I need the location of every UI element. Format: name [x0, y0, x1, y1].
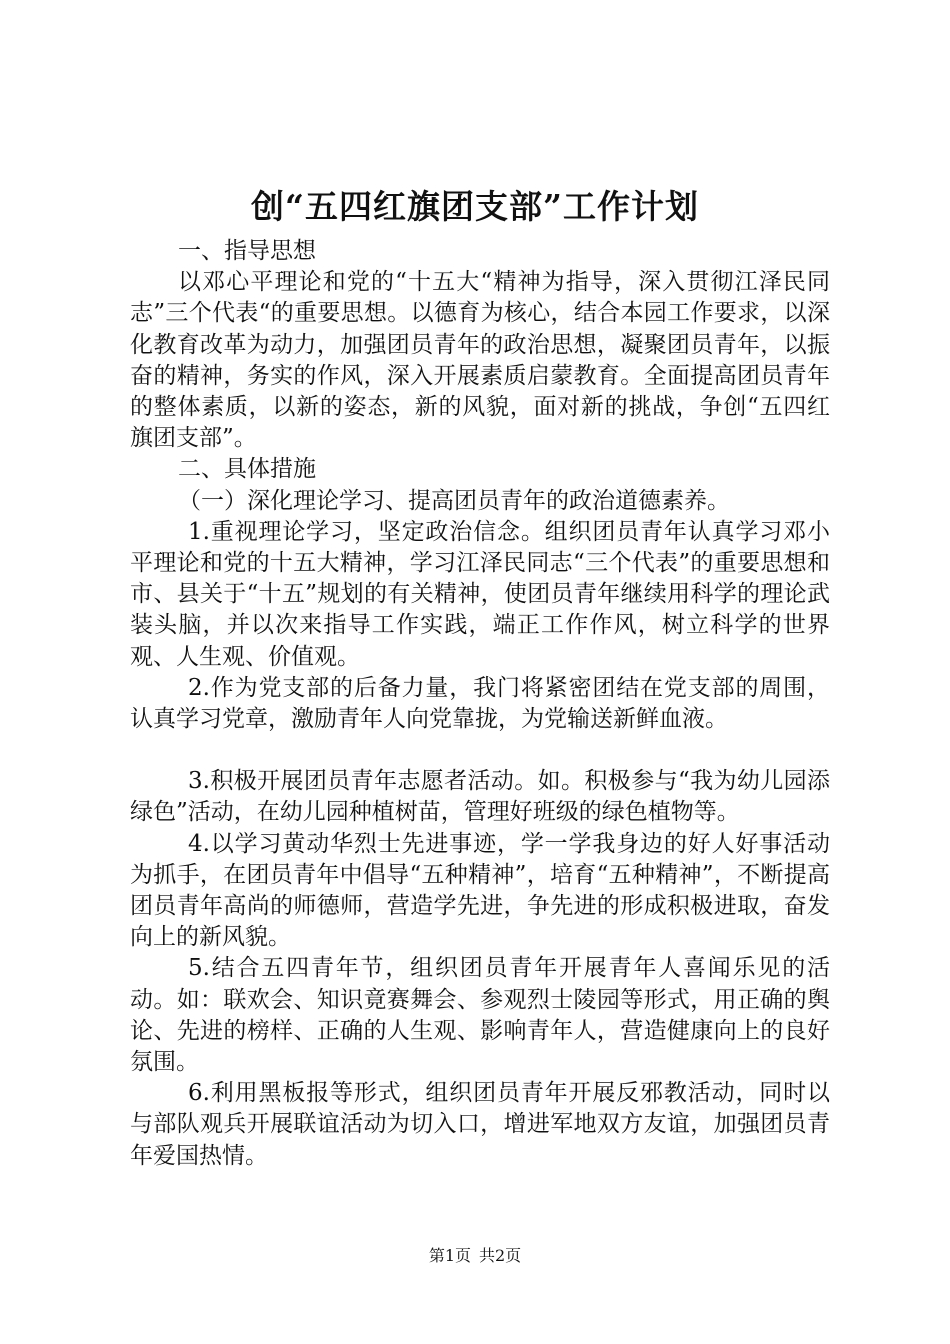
list-item: 6.利用黑板报等形式，组织团员青年开展反邪教活动，同时以与部队观兵开展联谊活动为切入口，增进军地双方友谊，加强团员青年爱国热情。	[130, 1080, 830, 1169]
subsection-heading-theory-study: （一）深化理论学习、提高团员青年的政治道德素养。	[178, 487, 730, 514]
blank-line	[130, 735, 830, 766]
document-body	[130, 236, 830, 1172]
section-heading-guiding-ideology: 一、指导思想	[178, 238, 316, 264]
section-heading-specific-measures: 二、具体措施	[178, 456, 316, 483]
list-item: 2.作为党支部的后备力量，我门将紧密团结在党支部的周围，认真学习党章，激励青年人向党靠拢，为党输送新鲜血液。	[130, 674, 830, 733]
list-item: 3.积极开展团员青年志愿者活动。如。积极参与“我为幼儿园添绿色”活动，在幼儿园种植树苗，管理好班级的绿色植物等。	[130, 768, 830, 826]
list-item: 1.重视理论学习，坚定政治信念。组织团员青年认真学习邓小平理论和党的十五大精神，学习江泽民同志“三个代表”的重要思想和市、县关于“十五”规划的有关精神，使团员青年继续用科学的理论武装头脑，并以次来指导工作实践，端正工作作风，树立科学的世界观、人生观、价值观。	[130, 518, 830, 670]
list-item: 5.结合五四青年节，组织团员青年开展青年人喜闻乐见的活动。如：联欢会、知识竟赛舞会、参观烈士陵园等形式，用正确的舆论、先进的榜样、正确的人生观、影响青年人，营造健康向上的良好氛围。	[130, 955, 830, 1076]
paragraph-guiding-ideology: 以邓心平理论和党的“十五大“精神为指导，深入贯彻江泽民同志”三个代表“的重要思想。以德育为核心，结合本园工作要求，以深化教育改革为动力，加强团员青年的政治思想，凝聚团员青年，以振奋的精神，务实的作风，深入开展素质启蒙教育。全面提高团员青年的整体素质，以新的姿态，新的风貌，面对新的挑战，争创“五四红旗团支部”。	[130, 269, 830, 452]
page-number-current: 第1页	[428, 1246, 471, 1265]
document-title: 创“五四红旗团支部”工作计划	[251, 187, 699, 226]
list-item: 4.以学习黄动华烈士先进事迹，学一学我身边的好人好事活动为抓手，在团员青年中倡导“五种精神”，培育“五种精神”，不断提高团员青年高尚的师德师，营造学先进，争先进的形成积极进取，奋发向上的新风貌。	[130, 830, 830, 951]
page-number-total: 共2页	[479, 1246, 522, 1265]
page-footer	[0, 1244, 950, 1268]
